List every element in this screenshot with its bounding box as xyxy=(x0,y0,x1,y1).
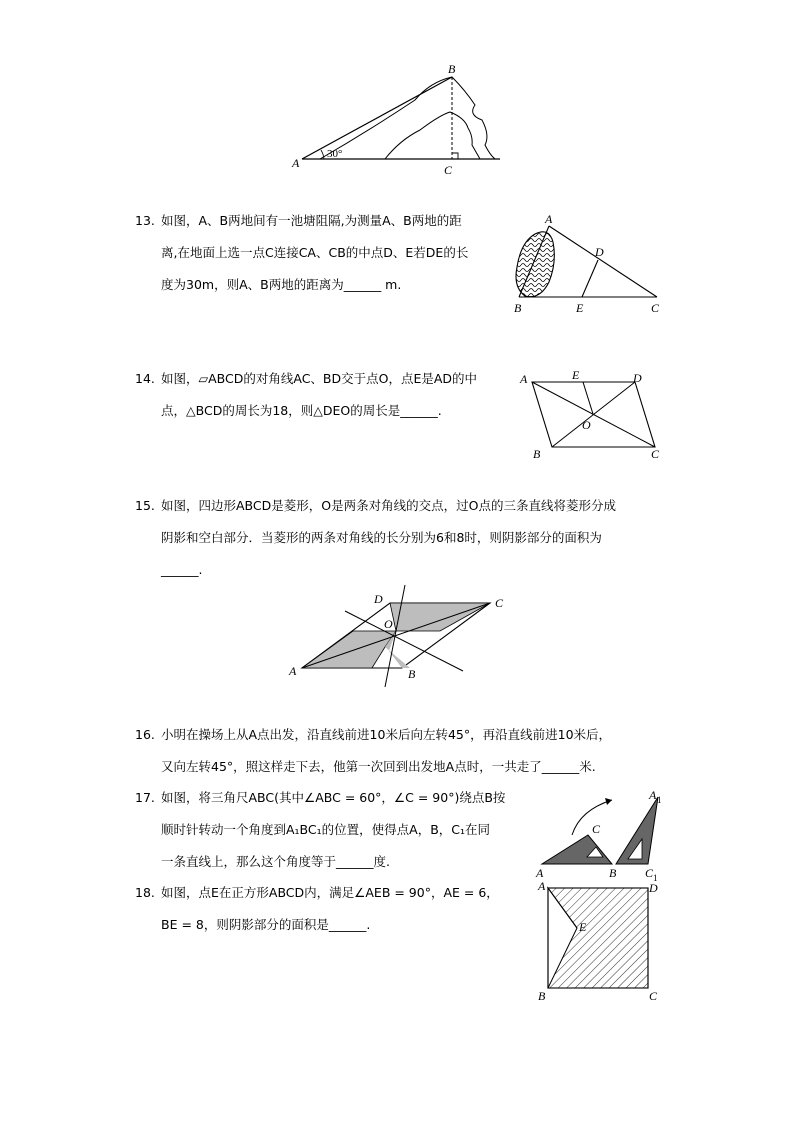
question-line: 一条直线上，那么这个角度等于______度. xyxy=(161,854,390,869)
question-line: 如图，将三角尺ABC(其中∠ABC = 60°，∠C = 90°)绕点B按 xyxy=(161,790,506,805)
question-16 xyxy=(135,719,695,783)
question-17 xyxy=(135,782,515,878)
question-number: 17. xyxy=(135,790,155,805)
label-D: D xyxy=(595,245,604,259)
label-A: A xyxy=(545,212,553,226)
label-A: A xyxy=(292,156,300,170)
question-number: 16. xyxy=(135,727,155,742)
question-13 xyxy=(135,205,515,301)
label-B: B xyxy=(533,447,541,461)
label-A: A xyxy=(538,879,546,893)
label-B: B xyxy=(514,301,522,315)
label-O: O xyxy=(582,418,591,432)
question-14 xyxy=(135,363,515,427)
question-line: 如图，点E在正方形ABCD内，满足∠AEB = 90°，AE = 6， xyxy=(161,885,499,900)
figure-mountain-triangle xyxy=(290,60,510,180)
label-B: B xyxy=(408,667,416,681)
label-B: B xyxy=(448,62,456,76)
label-C: C xyxy=(444,163,453,177)
label-C: C xyxy=(649,989,658,1003)
figure-parallelogram xyxy=(515,365,670,465)
label-A: A xyxy=(536,866,544,880)
question-line: 如图，▱ABCD的对角线AC、BD交于点O，点E是AD的中 xyxy=(161,371,478,386)
label-E: E xyxy=(572,368,580,382)
label-D: D xyxy=(633,371,642,385)
question-line: 离,在地面上选一点C连接CA、CB的中点D、E若DE的长 xyxy=(161,245,469,260)
figure-set-square xyxy=(530,785,670,885)
question-line: 点，△BCD的周长为18，则△DEO的周长是______. xyxy=(161,403,442,418)
question-number: 18. xyxy=(135,885,155,900)
figure-rhombus xyxy=(285,585,515,690)
question-number: 15. xyxy=(135,498,155,513)
question-line: 又向左转45°，照这样走下去，他第一次回到出发地A点时，一共走了______米. xyxy=(161,759,596,774)
label-A: A xyxy=(520,372,528,386)
label-A-rotated-sub: 1 xyxy=(657,795,662,805)
question-line: 如图，四边形ABCD是菱形，O是两条对角线的交点，过O点的三条直线将菱形分成 xyxy=(161,498,616,513)
figure-square-hatched xyxy=(530,880,670,1008)
question-number: 14. xyxy=(135,371,155,386)
label-C-rotated-sub: 1 xyxy=(653,873,658,883)
question-line: 顺时针转动一个角度到A₁BC₁的位置，使得点A，B，C₁在同 xyxy=(161,822,491,837)
label-C: C xyxy=(495,596,504,610)
label-E: E xyxy=(576,301,584,315)
label-B: B xyxy=(609,866,617,880)
label-O: O xyxy=(384,617,393,631)
question-line: 度为30m，则A、B两地的距离为______ m. xyxy=(161,277,402,292)
label-D: D xyxy=(649,881,658,895)
question-line: ______. xyxy=(161,562,203,577)
label-A-rotated: A xyxy=(649,788,657,802)
question-line: 小明在操场上从A点出发，沿直线前进10米后向左转45°，再沿直线前进10米后， xyxy=(161,727,612,742)
question-number: 13. xyxy=(135,213,155,228)
figure-pond-triangle xyxy=(505,212,665,322)
question-line: 阴影和空白部分．当菱形的两条对角线的长分别为6和8时，则阴影部分的面积为 xyxy=(161,530,602,545)
label-angle: 30° xyxy=(327,148,343,160)
question-15 xyxy=(135,490,675,586)
question-18 xyxy=(135,877,515,941)
label-E: E xyxy=(579,920,587,934)
label-C: C xyxy=(651,447,660,461)
question-line: BE = 8，则阴影部分的面积是______. xyxy=(161,917,371,932)
label-C-rotated: C xyxy=(645,866,654,880)
question-line: 如图，A、B两地间有一池塘阻隔,为测量A、B两地的距 xyxy=(161,213,462,228)
label-B: B xyxy=(538,989,546,1003)
label-D: D xyxy=(374,592,383,606)
label-A: A xyxy=(289,664,297,678)
label-C: C xyxy=(651,301,660,315)
label-C: C xyxy=(592,822,601,836)
